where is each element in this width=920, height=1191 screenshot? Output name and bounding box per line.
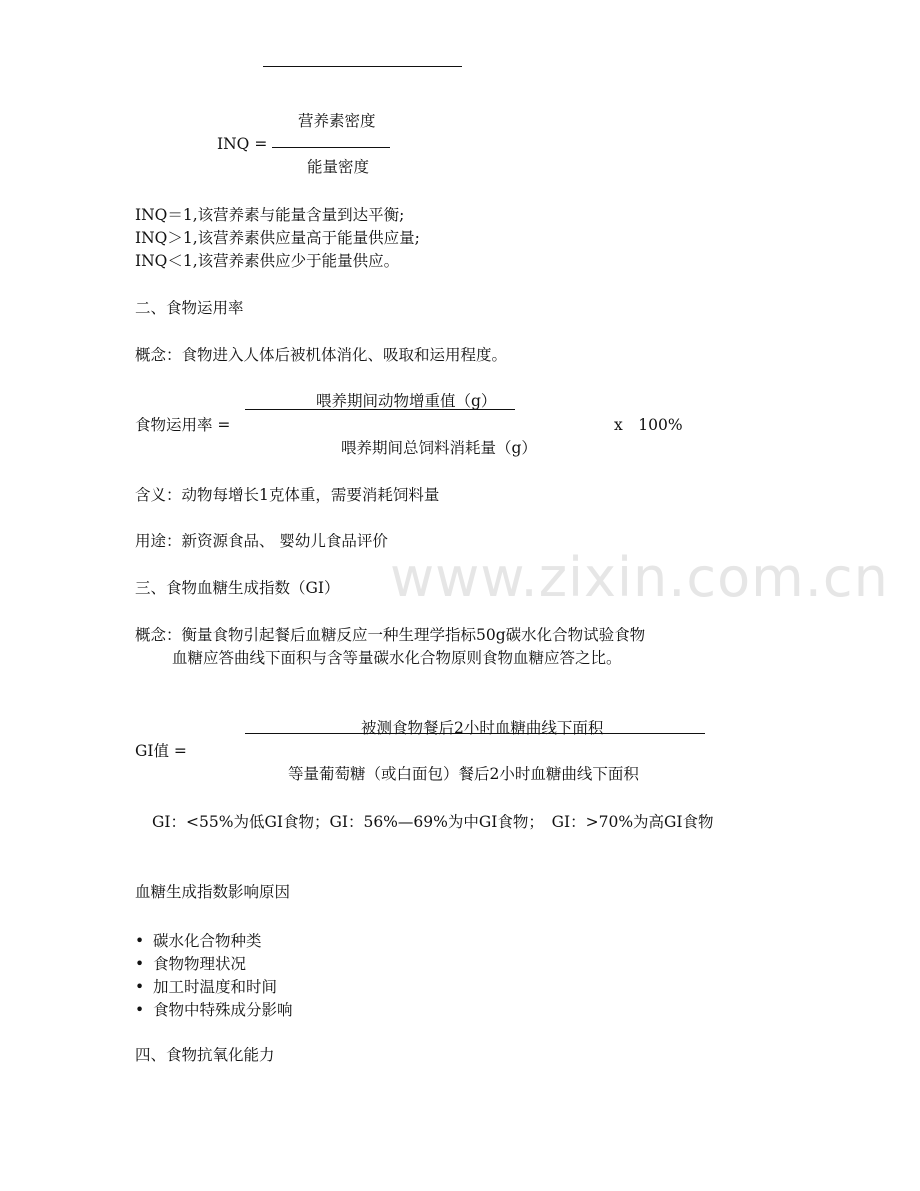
gi-fraction-bar bbox=[245, 733, 705, 734]
utilization-formula-denominator: 喂养期间总饲料消耗量（g） bbox=[341, 439, 537, 457]
section-heading-3: 三、食物血糖生成指数（GI） bbox=[135, 579, 340, 597]
gi-formula-lhs: GI值 = bbox=[135, 742, 187, 760]
inq-fraction-bar bbox=[272, 147, 390, 148]
list-item bbox=[135, 999, 293, 1022]
factors-heading: 血糖生成指数影响原因 bbox=[135, 883, 291, 901]
utilization-formula-lhs: 食物运用率 = bbox=[135, 416, 231, 434]
watermark: www.zixin.com.cn bbox=[390, 546, 889, 609]
bullet-icon: • bbox=[135, 1001, 145, 1019]
list-item-label: 食物中特殊成分影响 bbox=[153, 1001, 293, 1019]
section3-concept-line1: 概念：衡量食物引起餐后血糖反应一种生理学指标50g碳水化合物试验食物 bbox=[135, 626, 646, 644]
inq-formula-numerator: 营养素密度 bbox=[298, 112, 376, 130]
section2-concept: 概念：食物进入人体后被机体消化、吸取和运用程度。 bbox=[135, 346, 508, 364]
list-item-label: 碳水化合物种类 bbox=[153, 932, 262, 950]
inq-formula-lhs: INQ = bbox=[217, 135, 268, 153]
list-item bbox=[135, 953, 293, 976]
utilization-numerator-underline bbox=[245, 409, 515, 410]
utilization-formula-multiplier: x 100% bbox=[614, 416, 683, 434]
list-item-label: 加工时温度和时间 bbox=[153, 978, 278, 996]
top-rule bbox=[263, 66, 462, 67]
gi-formula-numerator: 被测食物餐后2小时血糖曲线下面积 bbox=[361, 719, 604, 737]
section2-meaning: 含义：动物每增长1克体重，需要消耗饲料量 bbox=[135, 486, 440, 504]
section2-usage: 用途：新资源食品、 婴幼儿食品评价 bbox=[135, 532, 388, 550]
list-item-label: 食物物理状况 bbox=[153, 955, 247, 973]
list-item bbox=[135, 930, 293, 953]
factors-list bbox=[135, 930, 293, 1022]
bullet-icon: • bbox=[135, 932, 145, 950]
bullet-icon: • bbox=[135, 955, 145, 973]
utilization-formula-numerator: 喂养期间动物增重值（g） bbox=[316, 392, 497, 410]
section-heading-2: 二、食物运用率 bbox=[135, 299, 244, 317]
inq-note: INQ＝1,该营养素与能量含量到达平衡; bbox=[135, 206, 405, 224]
gi-formula-denominator: 等量葡萄糖（或白面包）餐后2小时血糖曲线下面积 bbox=[288, 765, 639, 783]
inq-note: INQ＞1,该营养素供应量高于能量供应量; bbox=[135, 229, 420, 247]
list-item bbox=[135, 976, 293, 999]
inq-formula-denominator: 能量密度 bbox=[307, 158, 370, 176]
inq-note: INQ＜1,该营养素供应少于能量供应。 bbox=[135, 252, 400, 270]
bullet-icon: • bbox=[135, 978, 145, 996]
section-heading-4: 四、食物抗氧化能力 bbox=[135, 1046, 275, 1064]
section3-concept-line2: 血糖应答曲线下面积与含等量碳水化合物原则食物血糖应答之比。 bbox=[172, 649, 622, 667]
gi-classification: GI：<55%为低GI食物；GI：56%—69%为中GI食物； GI：>70%为高GI食物 bbox=[152, 813, 714, 831]
